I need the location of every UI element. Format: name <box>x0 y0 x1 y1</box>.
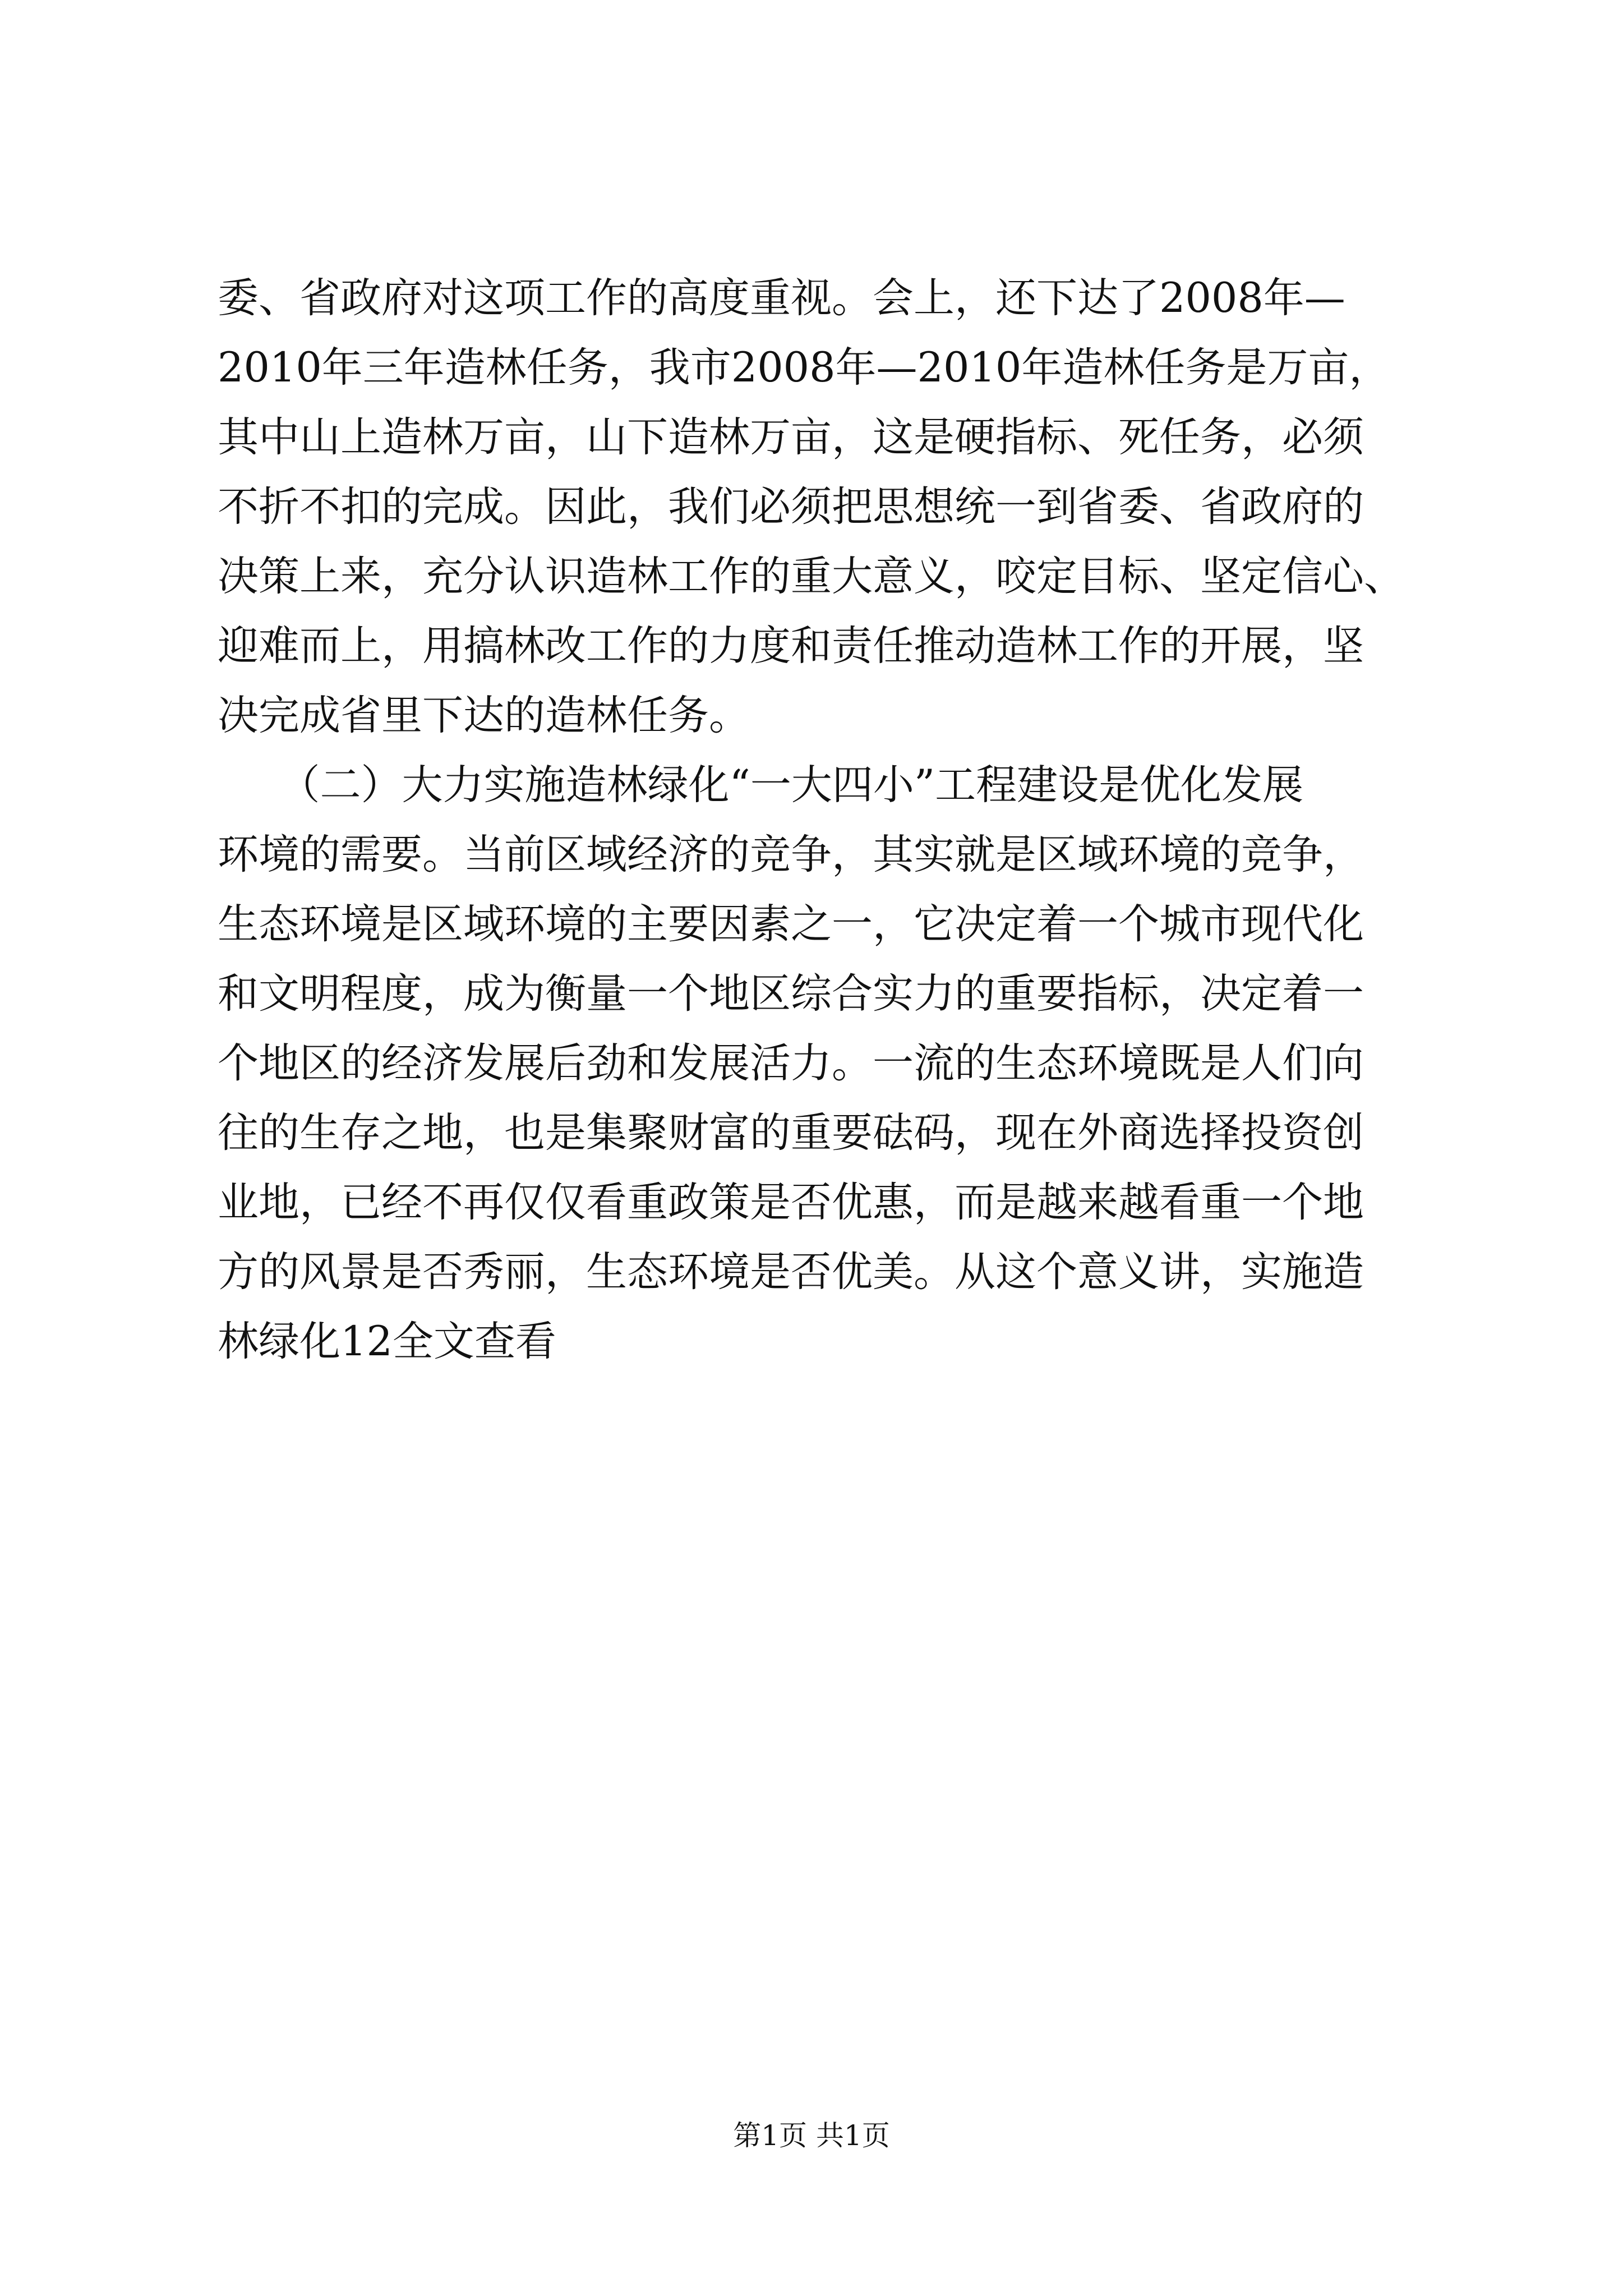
text-line: 业地，已经不再仅仅看重政策是否优惠，而是越来越看重一个地 <box>218 1179 1364 1226</box>
text-line: 环境的需要。当前区域经济的竞争，其实就是区域环境的竞争， <box>218 831 1364 878</box>
text-line: 决完成省里下达的造林任务。 <box>218 692 750 739</box>
text-line: 往的生存之地，也是集聚财富的重要砝码，现在外商选择投资创 <box>218 1109 1364 1157</box>
text-line: 委、省政府对这项工作的高度重视。会上，还下达了2008年— <box>218 274 1345 322</box>
text-line: 生态环境是区域环境的主要因素之一，它决定着一个城市现代化 <box>218 900 1364 948</box>
text-line: 迎难而上，用搞林改工作的力度和责任推动造林工作的开展，坚 <box>218 622 1364 670</box>
text-line: 方的风景是否秀丽，生态环境是否优美。从这个意义讲，实施造 <box>218 1248 1364 1296</box>
text-line: 不折不扣的完成。因此，我们必须把思想统一到省委、省政府的 <box>218 483 1364 531</box>
page-footer: 第1页 共1页 <box>733 2119 890 2152</box>
text-line: 2010年三年造林任务，我市2008年—2010年造林任务是万亩， <box>218 344 1390 392</box>
text-line: 其中山上造林万亩，山下造林万亩，这是硬指标、死任务，必须 <box>218 413 1364 461</box>
text-line: 个地区的经济发展后劲和发展活力。一流的生态环境既是人们向 <box>218 1039 1364 1087</box>
text-line: 和文明程度，成为衡量一个地区综合实力的重要指标，决定着一 <box>218 970 1364 1018</box>
text-line: （二）大力实施造林绿化“一大四小”工程建设是优化发展 <box>218 761 1304 809</box>
text-line: 决策上来，充分认识造林工作的重大意义，咬定目标、坚定信心、 <box>218 553 1405 600</box>
text-line: 林绿化12全文查看 <box>218 1318 556 1365</box>
